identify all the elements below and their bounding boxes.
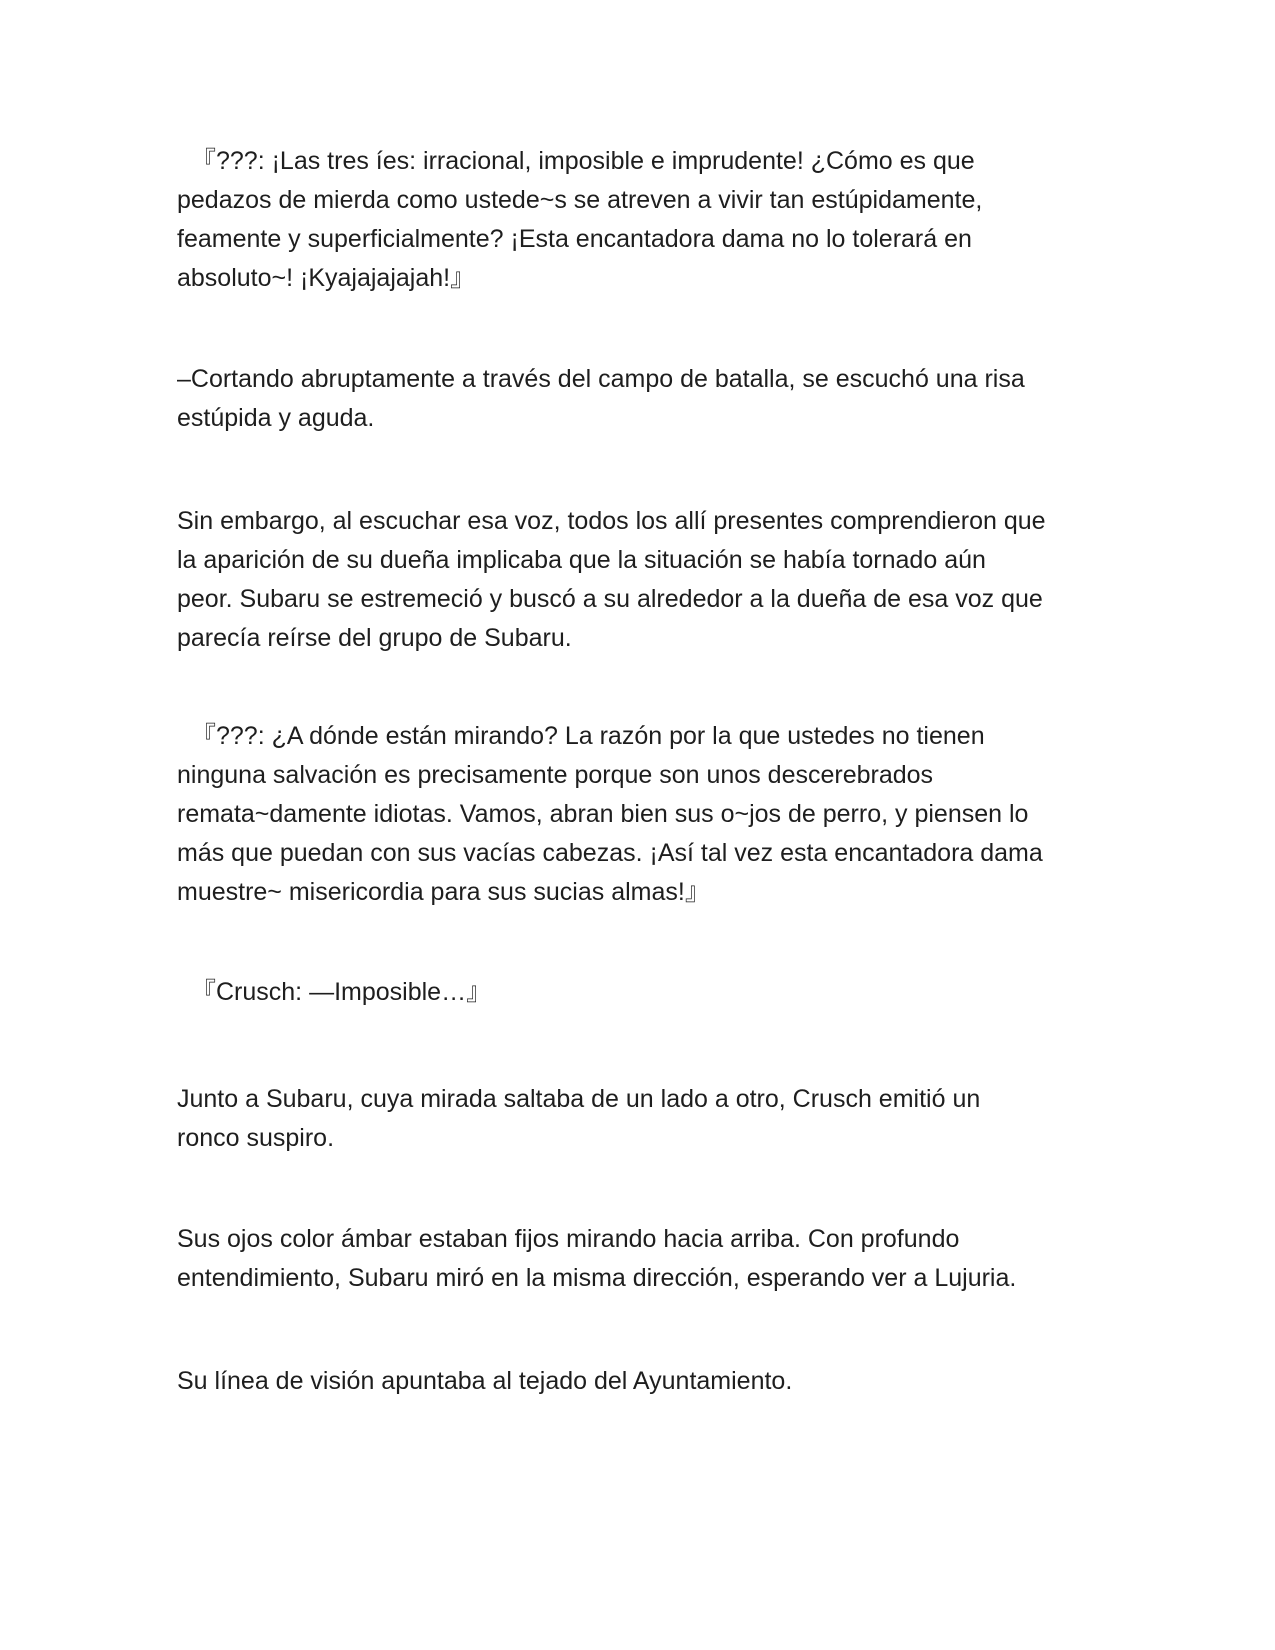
paragraph-narration-3: Junto a Subaru, cuya mirada saltaba de un lado a otro, Crusch emitió un ronco suspiro. (177, 1085, 981, 1152)
paragraph-dialogue-1: 『???: ¡Las tres íes: irracional, imposible e imprudente! ¿Cómo es que pedazos de mierda como ustede~s se atreven a vivir tan estúpidamente, feamente y superficialmente? ¡Esta encantadora dama no lo tolerará en absoluto~! ¡Kyajajajajah!』 (177, 147, 983, 292)
paragraph-narration-1: –Cortando abruptamente a través del campo de batalla, se escuchó una risa estúpida y aguda. (177, 365, 1025, 432)
paragraph-narration-2: Sin embargo, al escuchar esa voz, todos los allí presentes comprendieron que la aparición de su dueña implicaba que la situación se había tornado aún peor. Subaru se estremeció y buscó a su alrededor a la dueña de esa voz que parecía reírse del grupo de Subaru. (177, 507, 1046, 652)
paragraph-dialogue-2: 『???: ¿A dónde están mirando? La razón por la que ustedes no tienen ninguna salvación es precisamente porque son unos descerebrados remata~damente idiotas. Vamos, abran bien sus o~jos de perro, y piensen lo más que puedan con sus vacías cabezas. ¡Así tal vez esta encantadora dama muestre~ misericordia para sus sucias almas!』 (177, 722, 1043, 906)
paragraph-dialogue-3: 『Crusch: —Imposible…』 (191, 978, 492, 1006)
paragraph-narration-4: Sus ojos color ámbar estaban fijos mirando hacia arriba. Con profundo entendimiento, Subaru miró en la misma dirección, esperando ver a Lujuria. (177, 1225, 1017, 1292)
paragraph-narration-5: Su línea de visión apuntaba al tejado del Ayuntamiento. (177, 1367, 793, 1395)
